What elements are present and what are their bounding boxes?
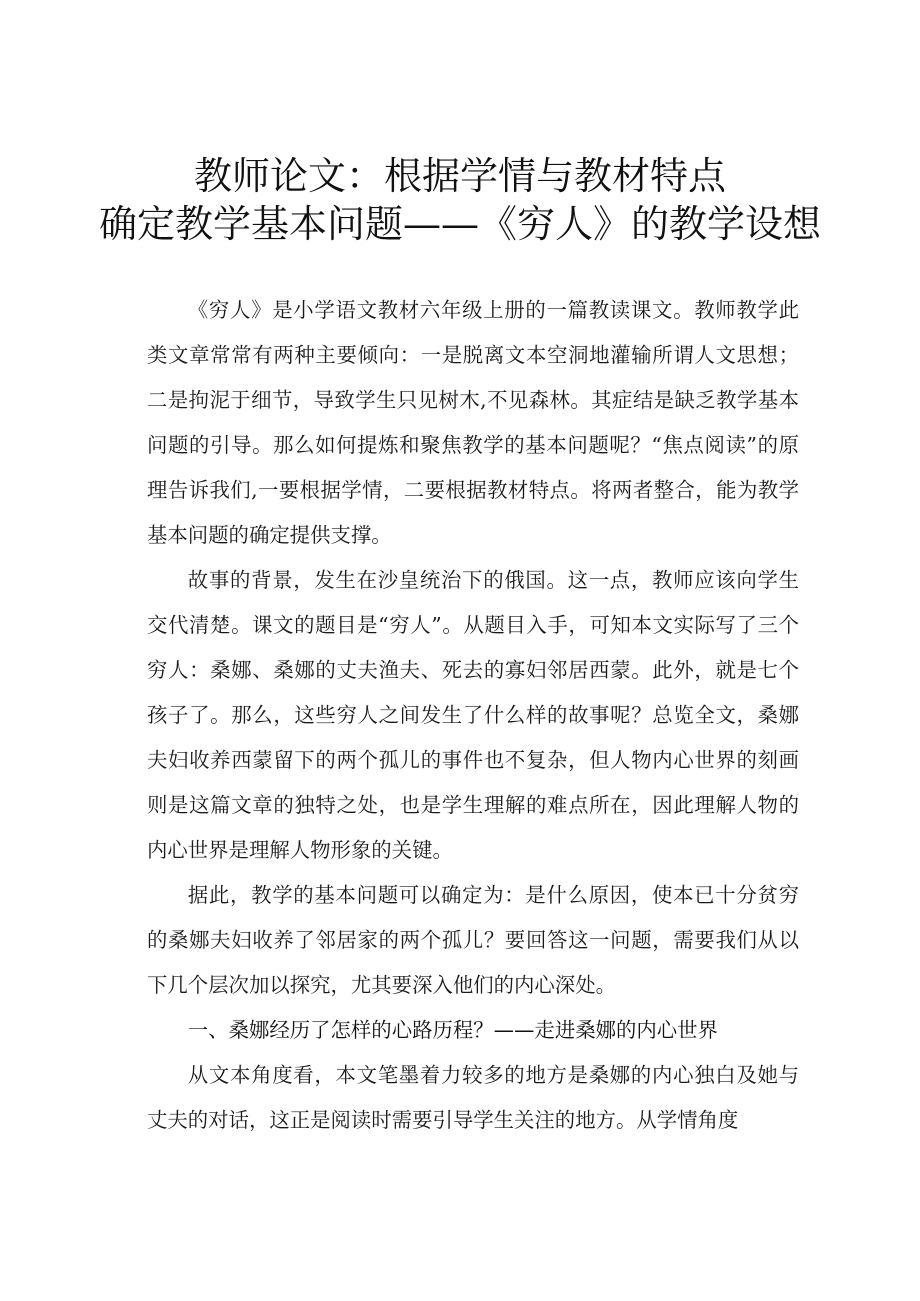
paragraph-intro: 《穷人》是小学语文教材六年级上册的一篇教读课文。教师教学此类文章常常有两种主要倾向：一是脱离文本空洞地灌输所谓人文思想；二是拘泥于细节，导致学生只见树木,不见森林。其症结是缺乏教学基本问题的引导。那么如何提炼和聚焦教学的基本问题呢？“焦点阅读”的原理告诉我们,一要根据学情，二要根据教材特点。将两者整合，能为教学基本问题的确定提供支撑。 [147,298,799,547]
document-title [0,152,920,248]
paragraph-background: 故事的背景，发生在沙皇统治下的俄国。这一点，教师应该向学生交代清楚。课文的题目是“穷人”。从题目入手，可知本文实际写了三个穷人：桑娜、桑娜的丈夫渔夫、死去的寡妇邻居西蒙。此外，就是七个孩子了。那么，这些穷人之间发生了什么样的故事呢？总览全文，桑娜夫妇收养西蒙留下的两个孤儿的事件也不复杂，但人物内心世界的刻画则是这篇文章的独特之处，也是学生理解的难点所在，因此理解人物的内心世界是理解人物形象的关键。 [147,568,799,862]
paragraph-basic-question: 据此，教学的基本问题可以确定为：是什么原因，使本已十分贫穷的桑娜夫妇收养了邻居家的两个孤儿？要回答这一问题，需要我们从以下几个层次加以探究，尤其要深入他们的内心深处。 [147,883,799,997]
section-heading-1: 一、桑娜经历了怎样的心路历程？——走进桑娜的内心世界 [187,1018,718,1042]
title-line-1: 教师论文：根据学情与教材特点 [193,154,726,198]
paragraph-section-1: 从文本角度看，本文笔墨着力较多的地方是桑娜的内心独白及她与丈夫的对话，这正是阅读时需要引导学生关注的地方。从学情角度 [147,1063,799,1132]
title-line-2: 确定教学基本问题——《穷人》的教学设想 [98,202,821,246]
document-body [147,288,799,1143]
